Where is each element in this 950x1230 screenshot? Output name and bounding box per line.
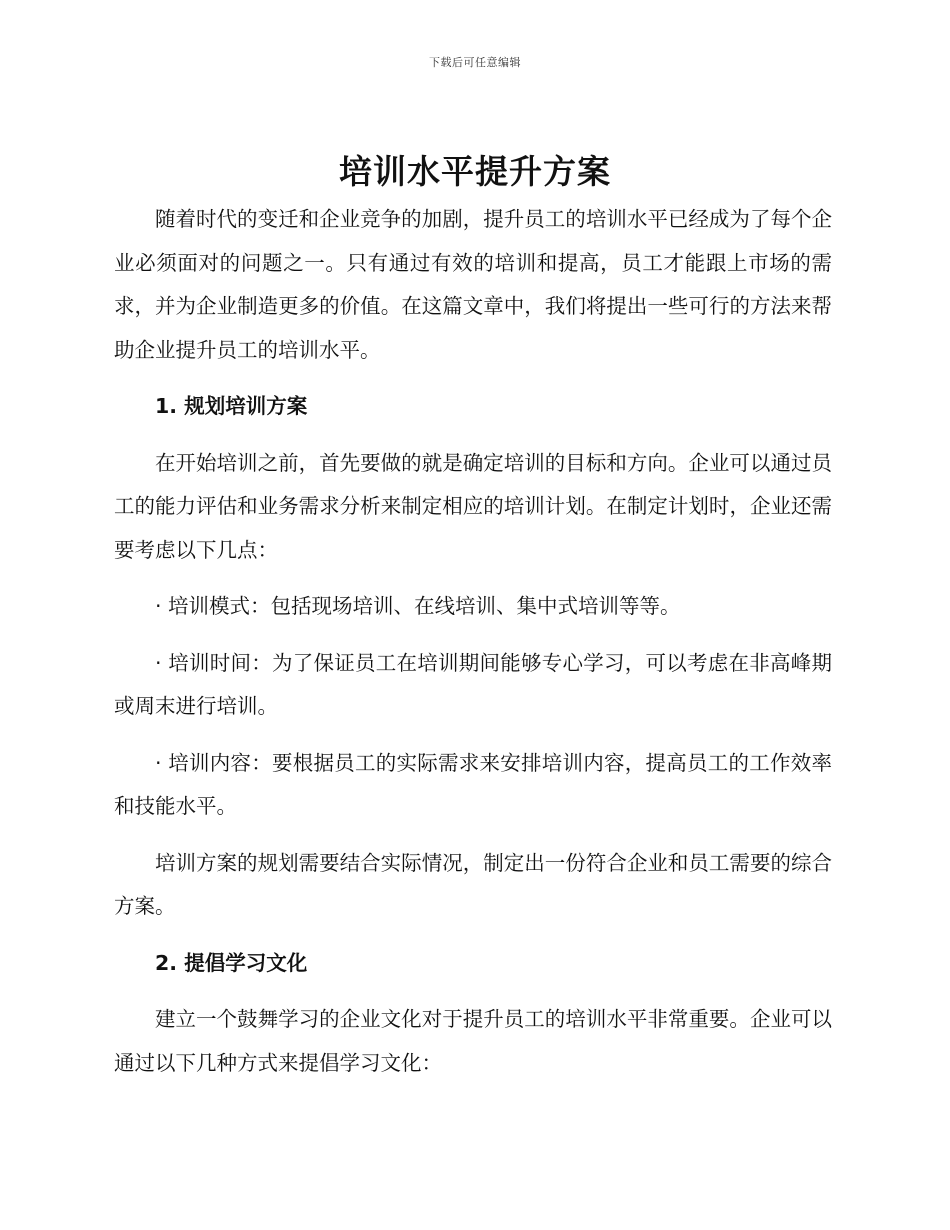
header-note: 下载后可任意编辑 — [429, 56, 521, 69]
section-1-bullet-3: · 培训内容：要根据员工的实际需求来安排培训内容，提高员工的工作效率和技能水平。 — [114, 750, 832, 818]
section-1-heading: 1. 规划培训方案 — [155, 394, 308, 418]
document-title: 培训水平提升方案 — [339, 152, 611, 191]
intro-paragraph: 随着时代的变迁和企业竞争的加剧，提升员工的培训水平已经成为了每个企业必须面对的问题之一。只有通过有效的培训和提高，员工才能跟上市场的需求，并为企业制造更多的价值。在这篇文章中，我们将提出一些可行的方法来帮助企业提升员工的培训水平。 — [114, 207, 832, 362]
section-2-paragraph-1: 建立一个鼓舞学习的企业文化对于提升员工的培训水平非常重要。企业可以通过以下几种方式来提倡学习文化： — [114, 1007, 832, 1075]
section-1-paragraph-1: 在开始培训之前，首先要做的就是确定培训的目标和方向。企业可以通过员工的能力评估和业务需求分析来制定相应的培训计划。在制定计划时，企业还需要考虑以下几点： — [114, 450, 832, 562]
section-1-bullet-2: · 培训时间：为了保证员工在培训期间能够专心学习，可以考虑在非高峰期或周末进行培训。 — [114, 650, 832, 718]
section-2-heading: 2. 提倡学习文化 — [155, 950, 308, 975]
document-body — [114, 198, 832, 1098]
section-1-bullet-1: · 培训模式：包括现场培训、在线培训、集中式培训等等。 — [155, 594, 681, 618]
section-1-paragraph-2: 培训方案的规划需要结合实际情况，制定出一份符合企业和员工需要的综合方案。 — [114, 850, 832, 918]
